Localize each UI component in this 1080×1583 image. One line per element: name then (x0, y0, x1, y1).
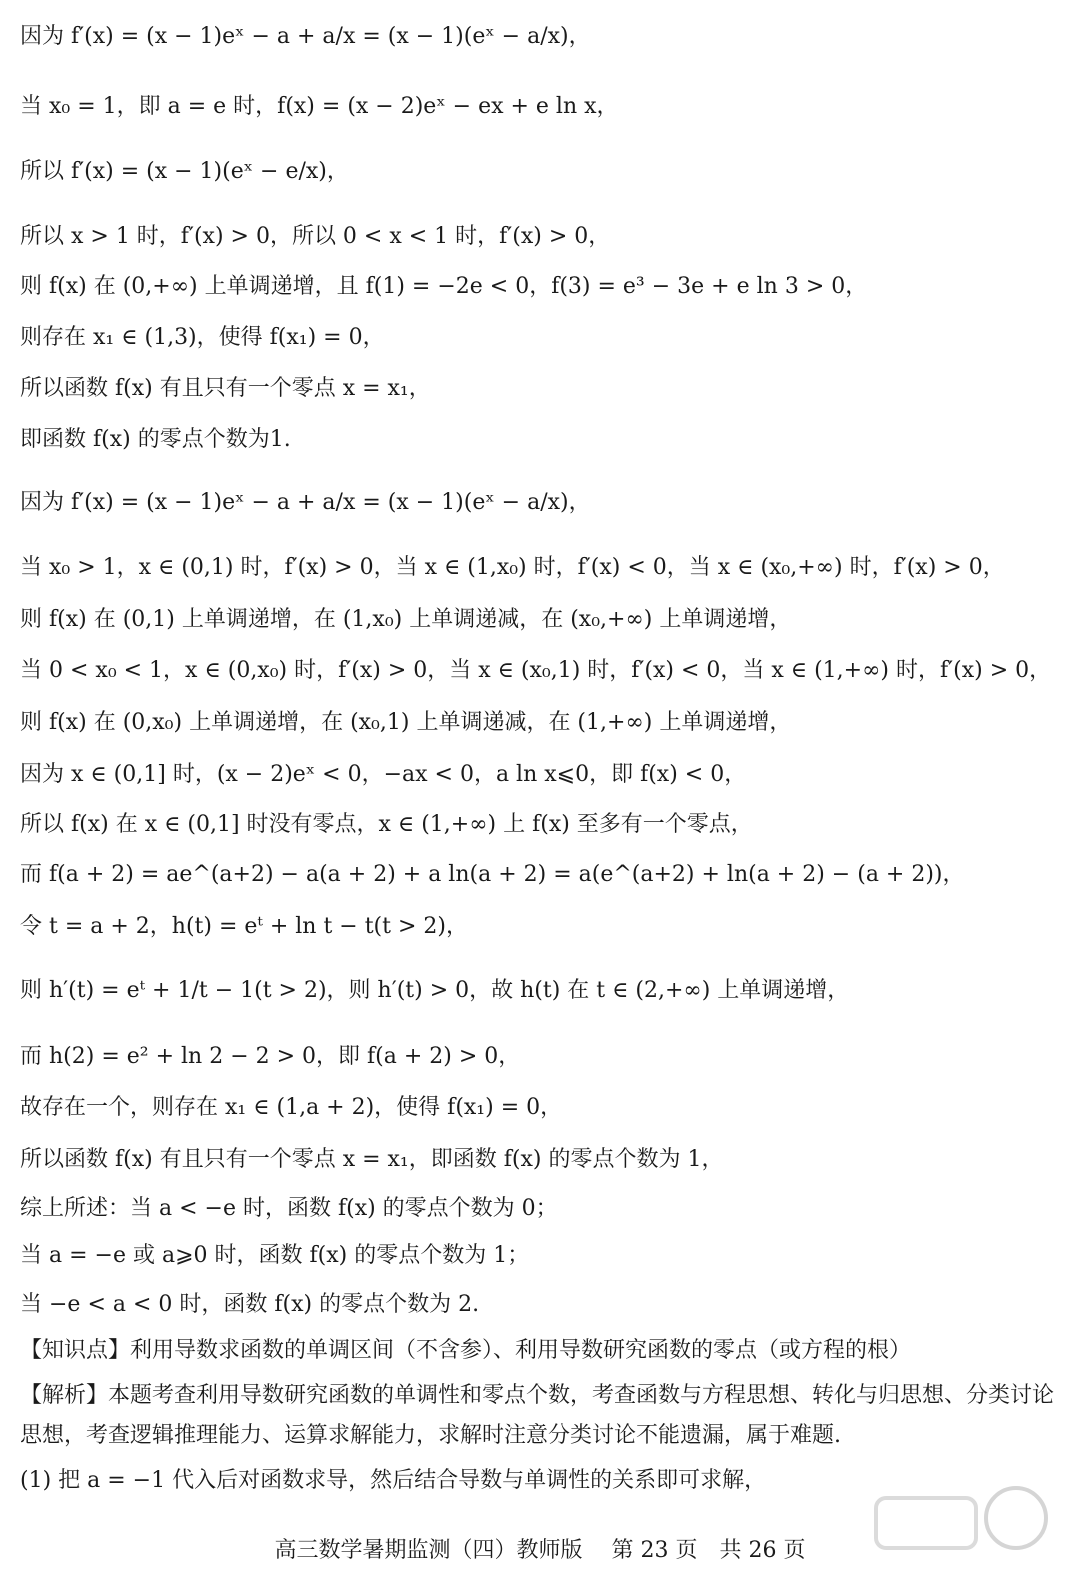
solution-line: 则 h′(t) = eᵗ + 1/t − 1(t > 2)，则 h′(t) > 0，故 h(t) 在 t ∈ (2,+∞) 上单调递增， (20, 978, 850, 1003)
solution-line: 故存在一个，则存在 x₁ ∈ (1,a + 2)，使得 f(x₁) = 0， (20, 1095, 563, 1120)
solution-line: 则存在 x₁ ∈ (1,3)，使得 f(x₁) = 0， (20, 325, 385, 350)
solution-line: 则 f(x) 在 (0,x₀) 上单调递增，在 (x₀,1) 上单调递减，在 (1,+∞) 上单调递增， (20, 710, 792, 735)
solution-line: 当 a = −e 或 a⩾0 时，函数 f(x) 的零点个数为 1； (20, 1243, 530, 1268)
solution-line: 所以函数 f(x) 有且只有一个零点 x = x₁， (20, 376, 431, 401)
solution-line: 即函数 f(x) 的零点个数为1. (20, 427, 291, 452)
solution-line: 综上所述：当 a < −e 时，函数 f(x) 的零点个数为 0； (20, 1196, 558, 1221)
solution-line: 当 x₀ > 1，x ∈ (0,1) 时，f′(x) > 0，当 x ∈ (1,x₀) 时，f′(x) < 0，当 x ∈ (x₀,+∞) 时，f′(x) > 0， (20, 555, 1005, 580)
knowledge-point: 【知识点】利用导数求函数的单调区间（不含参）、利用导数研究函数的零点（或方程的根） (20, 1338, 912, 1363)
solution-line: 当 −e < a < 0 时，函数 f(x) 的零点个数为 2. (20, 1292, 480, 1317)
step-one: (1) 把 a = −1 代入后对函数求导，然后结合导数与单调性的关系即可求解， (20, 1468, 767, 1493)
analysis-paragraph: 【解析】本题考查利用导数研究函数的单调性和零点个数，考查函数与方程思想、转化与归思想、分类讨论思想，考查逻辑推理能力、运算求解能力，求解时注意分类讨论不能遗漏，属于难题. (20, 1383, 1055, 1448)
solution-line: 因为 f′(x) = (x − 1)eˣ − a + a/x = (x − 1)(eˣ − a/x)， (20, 490, 591, 515)
solution-line: 所以 x > 1 时，f′(x) > 0，所以 0 < x < 1 时，f′(x) > 0， (20, 224, 611, 249)
solution-line: 而 h(2) = e² + ln 2 − 2 > 0，即 f(a + 2) > 0， (20, 1044, 521, 1069)
solution-line: 当 x₀ = 1，即 a = e 时，f(x) = (x − 2)eˣ − ex + e ln x， (20, 94, 619, 119)
solution-line: 而 f(a + 2) = ae^(a+2) − a(a + 2) + a ln(a + 2) = a(e^(a+2) + ln(a + 2) − (a + 2))， (20, 862, 965, 887)
solution-line: 所以 f(x) 在 x ∈ (0,1] 时没有零点，x ∈ (1,+∞) 上 f(x) 至多有一个零点， (20, 812, 753, 837)
solution-line: 令 t = a + 2，h(t) = eᵗ + ln t − t(t > 2)， (20, 914, 468, 939)
solution-line: 则 f(x) 在 (0,1) 上单调递增，在 (1,x₀) 上单调递减，在 (x₀,+∞) 上单调递增， (20, 607, 792, 632)
solution-line: 因为 f′(x) = (x − 1)eˣ − a + a/x = (x − 1)(eˣ − a/x)， (20, 24, 591, 49)
solution-line: 因为 x ∈ (0,1] 时，(x − 2)eˣ < 0，−ax < 0，a ln x⩽0，即 f(x) < 0， (20, 762, 747, 787)
solution-line: 所以函数 f(x) 有且只有一个零点 x = x₁，即函数 f(x) 的零点个数为 1， (20, 1147, 724, 1172)
page-footer: 高三数学暑期监测（四）教师版 第 23 页 共 26 页 (274, 1538, 806, 1563)
solution-line: 所以 f′(x) = (x − 1)(eˣ − e/x)， (20, 159, 349, 184)
solution-line: 则 f(x) 在 (0,+∞) 上单调递增，且 f(1) = −2e < 0，f(3) = e³ − 3e + e ln 3 > 0， (20, 274, 868, 299)
solution-line: 当 0 < x₀ < 1，x ∈ (0,x₀) 时，f′(x) > 0，当 x ∈ (x₀,1) 时，f′(x) < 0，当 x ∈ (1,+∞) 时，f′(x) > 0， (20, 658, 1052, 683)
